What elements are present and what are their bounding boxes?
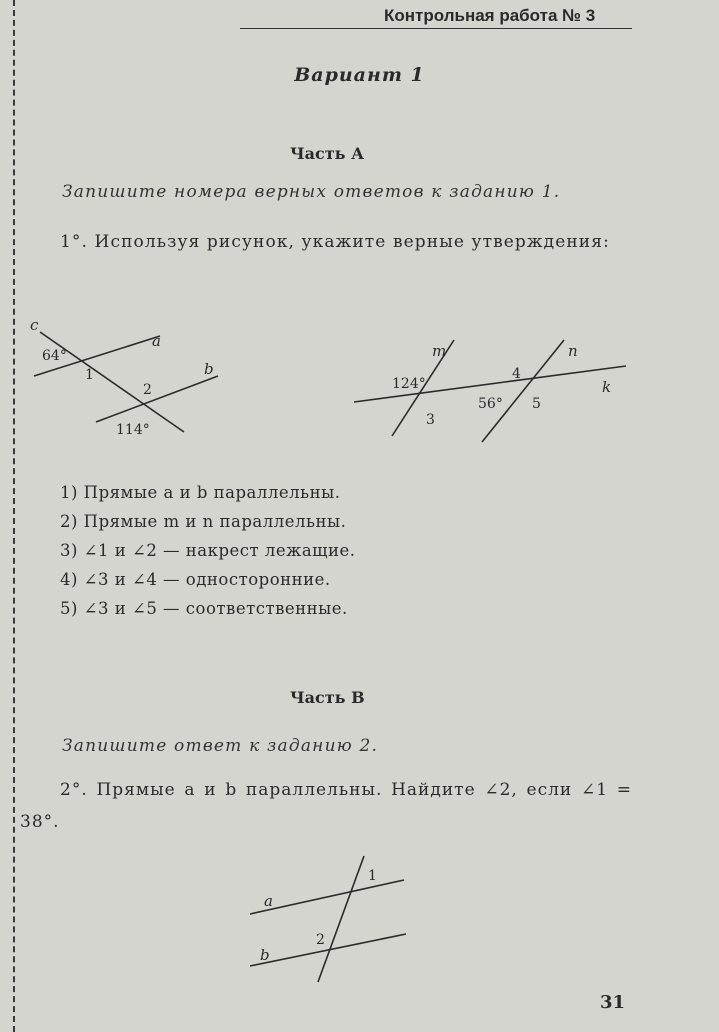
figure-2 [350,332,640,448]
figure-1-angle-top: 64° [42,348,67,364]
figure-1-label-1: 1 [85,367,94,383]
figure-2-line-k: k [602,378,612,396]
answer-option: 3) ∠1 и ∠2 — накрест лежащие. [60,541,356,560]
task-2-text: Прямые a и b параллельны. Найдите ∠2, если ∠1 = 38°. [20,780,632,832]
figure-1-line-c: c [30,316,39,334]
variant-title: Вариант 1 [294,64,425,86]
figure-2-line-m: m [432,342,447,360]
task-1 [30,228,630,256]
figure-3-label-1: 1 [368,868,377,884]
figure-2-angle-56: 56° [478,396,503,412]
page-number: 31 [600,992,626,1013]
answer-option: 5) ∠3 и ∠5 — соответственные. [60,599,348,618]
task-1-number: 1°. [60,232,89,252]
answer-option: 1) Прямые a и b параллельны. [60,483,341,502]
figure-3 [246,850,416,985]
answer-option: 2) Прямые m и n параллельны. [60,512,347,531]
part-a-instruction: Запишите номера верных ответов к заданию 1. [62,182,561,202]
figure-3-line-a: a [264,892,273,910]
task-2-number: 2°. [60,780,88,800]
figure-3-line-b: b [260,946,270,964]
task-1-text: Используя рисунок, укажите верные утверждения: [94,232,610,252]
part-b-title: Часть В [290,688,365,707]
figure-2-line-n: n [568,342,578,360]
cut-line [13,0,15,1032]
task-2 [20,774,632,838]
answer-option: 4) ∠3 и ∠4 — односторонние. [60,570,331,589]
figure-2-angle-124: 124° [392,376,426,392]
figure-3-label-2: 2 [316,932,325,948]
figure-2-label-5: 5 [532,396,541,412]
figure-1-angle-bottom: 114° [116,422,150,438]
figure-1-line-b: b [204,360,214,378]
answer-options [60,478,356,623]
part-b-instruction: Запишите ответ к заданию 2. [62,736,379,756]
figure-1-line-a: a [152,332,161,350]
figure-1-label-2: 2 [143,382,152,398]
figure-1 [28,314,228,444]
figure-2-label-3: 3 [426,412,435,428]
figure-2-label-4: 4 [512,366,521,382]
page-header-title: Контрольная работа № 3 [384,6,596,25]
part-a-title: Часть А [290,144,365,163]
header-rule [240,28,632,29]
